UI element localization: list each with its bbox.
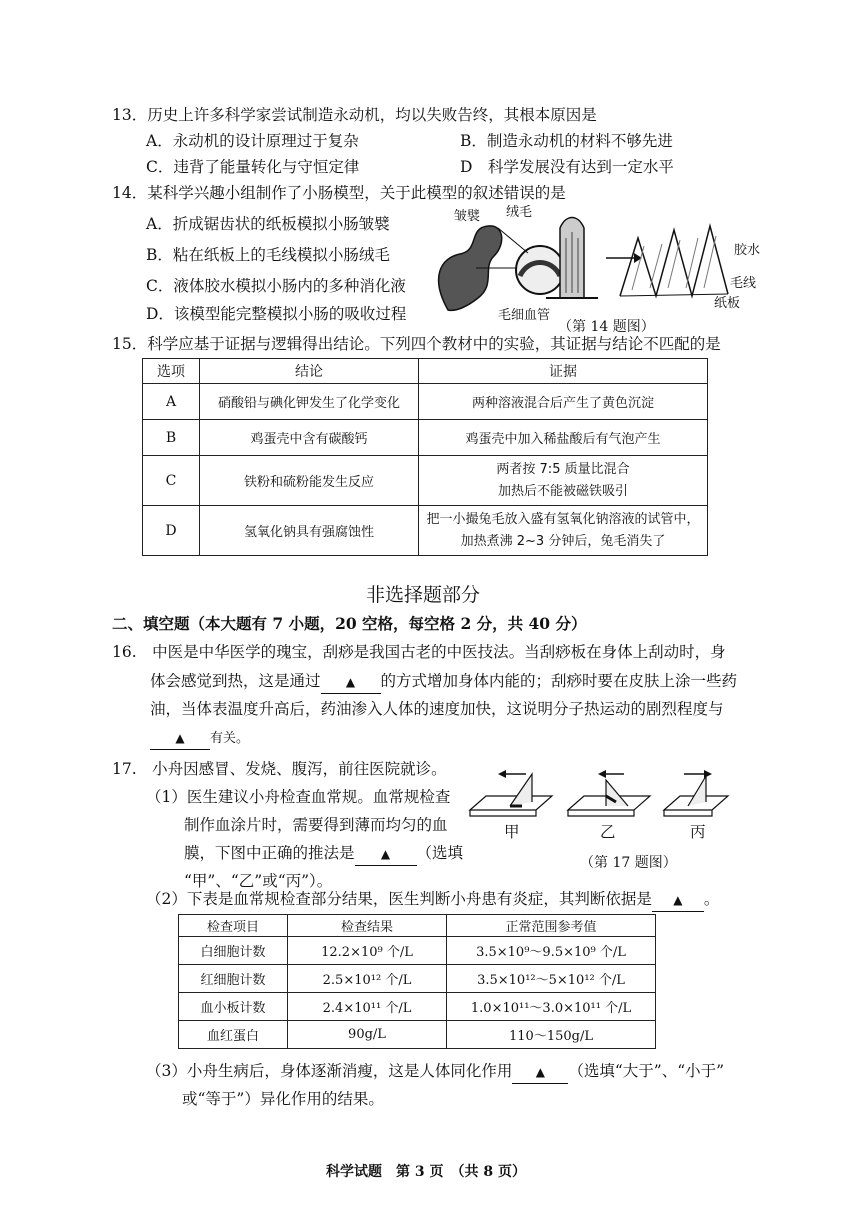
q17-p3-line1 xyxy=(146,1060,724,1084)
q15-row-d-evidence-line1: 把一小撮兔毛放入盛有氢氧化钠溶液的试管中， xyxy=(426,511,700,527)
q17-blank1 xyxy=(355,842,417,866)
blood-header-result: 检查结果 xyxy=(288,915,447,937)
q16-line2-a: 体会感觉到热，这是通过 xyxy=(150,672,321,690)
fig14-label-villi: 绒毛 xyxy=(506,205,533,220)
blood-test-table xyxy=(178,914,656,1049)
blood-row-plt-result: 2.4×10¹¹ 个/L xyxy=(288,993,447,1021)
q16-line3: 油，当体表温度升高后，药油渗入人体的速度加快，这说明分子热运动的剧烈程度与 xyxy=(150,700,724,718)
q17-blank3-triangle: ▲ xyxy=(535,1065,545,1079)
q13-stem: 13．历史上许多科学家尝试制造永动机，均以失败告终，其根本原因是 xyxy=(112,106,597,124)
q17-blank3 xyxy=(512,1060,568,1084)
q15-row-c-evidence xyxy=(419,456,708,506)
fig17-caption: （第 17 题图） xyxy=(580,855,677,871)
q15-row-c xyxy=(143,456,708,506)
q17-p3-a: （3）小舟生病后，身体逐渐消瘦，这是人体同化作用 xyxy=(146,1062,513,1080)
blood-row-hb-item: 血红蛋白 xyxy=(179,1021,288,1049)
q16-blank1-triangle: ▲ xyxy=(345,675,356,689)
q15-table xyxy=(142,358,708,556)
q16-blank1 xyxy=(321,670,381,694)
q17-p2-text: （2）下表是血常规检查部分结果，医生判断小舟患有炎症，其判断依据是 xyxy=(146,890,652,908)
q15-stem: 15．科学应基于证据与逻辑得出结论。下列四个教材中的实验，其证据与结论不匹配的是 xyxy=(112,335,721,353)
q15-row-c-opt: C xyxy=(143,456,200,506)
blood-row-wbc xyxy=(179,937,656,965)
q17-p1-line2: 制作血涂片时，需要得到薄而均匀的血 xyxy=(184,816,448,834)
q15-row-b-evidence: 鸡蛋壳中加入稀盐酸后有气泡产生 xyxy=(419,420,708,456)
q17-stem: 17. 小舟因感冒、发烧、腹泻，前往医院就诊。 xyxy=(112,760,447,778)
q16-line4-text: 有关。 xyxy=(210,731,250,746)
blood-header-range: 正常范围参考值 xyxy=(447,915,656,937)
q15-row-c-conclusion: 铁粉和硫粉能发生反应 xyxy=(200,456,419,506)
fig17-label-bing: 丙 xyxy=(690,823,706,841)
q17-p3-b: （选填“大于”、“小于” xyxy=(568,1062,725,1080)
fig14-label-board: 纸板 xyxy=(714,296,741,311)
q15-row-d xyxy=(143,506,708,556)
blood-row-rbc-range: 3.5×10¹²～5×10¹² 个/L xyxy=(447,965,656,993)
q15-row-a-opt: A xyxy=(143,384,200,420)
q17-p1-line1: （1）医生建议小舟检查血常规。血常规检查 xyxy=(146,788,451,806)
q15-row-d-opt: D xyxy=(143,506,200,556)
blood-row-plt-range: 1.0×10¹¹～3.0×10¹¹ 个/L xyxy=(447,993,656,1021)
q16-line2-b: 的方式增加身体内能的；刮痧时要在皮肤上涂一些药 xyxy=(380,672,738,690)
q15-row-d-evidence-line2: 加热煮沸 2~3 分钟后，兔毛消失了 xyxy=(460,533,666,549)
q17-blank2 xyxy=(652,888,704,912)
q17-p2: （2）下表是血常规检查部分结果，医生判断小舟患有炎症，其判断依据是 ▲ 。 xyxy=(146,888,719,912)
q15-row-b xyxy=(143,420,708,456)
q17-blank2-triangle: ▲ xyxy=(673,893,683,907)
fig14-label-fold: 皱襞 xyxy=(454,209,481,224)
fig17-label-yi: 乙 xyxy=(600,823,616,841)
q13-option-d: D 科学发展没有达到一定水平 xyxy=(460,158,674,176)
q16-blank2-triangle: ▲ xyxy=(175,731,185,745)
q17-p1-line3-b: （选填 xyxy=(416,844,464,862)
blood-row-plt xyxy=(179,993,656,1021)
blood-row-wbc-range: 3.5×10⁹～9.5×10⁹ 个/L xyxy=(447,937,656,965)
blood-row-hb-range: 110～150g/L xyxy=(447,1021,656,1049)
fig14-label-glue: 胶水 xyxy=(734,243,761,258)
part2-heading: 二、填空题（本大题有 7 小题，20 空格，每空格 2 分，共 40 分） xyxy=(112,614,587,633)
q17-p1-line4: “甲”、“乙”或“丙”）。 xyxy=(184,872,333,890)
q15-row-a-evidence: 两种溶液混合后产生了黄色沉淀 xyxy=(419,384,708,420)
q16-line4 xyxy=(150,726,249,750)
q13-option-c: C．违背了能量转化与守恒定律 xyxy=(146,158,360,176)
q17-p1-line3 xyxy=(184,842,463,866)
q15-row-b-conclusion: 鸡蛋壳中含有碳酸钙 xyxy=(200,420,419,456)
q15-row-a xyxy=(143,384,708,420)
blood-row-hb xyxy=(179,1021,656,1049)
fig14-caption: （第 14 题图） xyxy=(558,319,655,335)
q15-row-d-conclusion: 氢氧化钠具有强腐蚀性 xyxy=(200,506,419,556)
q14-option-b: B．粘在纸板上的毛线模拟小肠绒毛 xyxy=(146,246,390,264)
blood-row-wbc-item: 白细胞计数 xyxy=(179,937,288,965)
q14-stem: 14．某科学兴趣小组制作了小肠模型，关于此模型的叙述错误的是 xyxy=(112,184,566,202)
q17-p1-line3-a: 膜，下图中正确的推法是 xyxy=(184,844,355,862)
page-footer: 科学试题 第 3 页 （共 8 页） xyxy=(326,1164,526,1180)
q15-row-c-evidence-line1: 两者按 7:5 质量比混合 xyxy=(496,461,630,477)
blood-row-plt-item: 血小板计数 xyxy=(179,993,288,1021)
blood-row-rbc xyxy=(179,965,656,993)
blood-header-item: 检查项目 xyxy=(179,915,288,937)
q17-blank1-triangle: ▲ xyxy=(380,847,391,861)
q15-header-conclusion: 结论 xyxy=(200,359,419,384)
q16-line2 xyxy=(150,670,737,694)
q17-p3-line2: 或“等于”）异化作用的结果。 xyxy=(182,1090,384,1108)
q15-row-b-opt: B xyxy=(143,420,200,456)
q15-header-evidence: 证据 xyxy=(419,359,708,384)
q14-option-d: D．该模型能完整模拟小肠的吸收过程 xyxy=(146,305,407,323)
fig14-label-capillary: 毛细血管 xyxy=(498,308,551,323)
blood-row-rbc-item: 红细胞计数 xyxy=(179,965,288,993)
section-title: 非选择题部分 xyxy=(366,584,481,606)
q14-option-c: C．液体胶水模拟小肠内的多种消化液 xyxy=(146,277,406,295)
blood-row-rbc-result: 2.5×10¹² 个/L xyxy=(288,965,447,993)
blood-row-wbc-result: 12.2×10⁹ 个/L xyxy=(288,937,447,965)
fig14-label-wool: 毛线 xyxy=(730,276,757,291)
q16-blank2 xyxy=(150,726,210,750)
q15-row-d-evidence xyxy=(419,506,708,556)
q13-option-a: A．永动机的设计原理过于复杂 xyxy=(146,132,359,150)
q15-row-a-conclusion: 硝酸铅与碘化钾发生了化学变化 xyxy=(200,384,419,420)
blood-row-hb-result: 90g/L xyxy=(288,1021,447,1049)
q16-line1: 16. 中医是中华医学的瑰宝，刮痧是我国古老的中医技法。当刮痧板在身体上刮动时，身 xyxy=(112,643,726,661)
q13-option-b: B．制造永动机的材料不够先进 xyxy=(460,132,673,150)
q15-header-option: 选项 xyxy=(143,359,200,384)
blood-smear-figure xyxy=(466,766,730,824)
q15-row-c-evidence-line2: 加热后不能被磁铁吸引 xyxy=(497,483,628,499)
fig17-label-jia: 甲 xyxy=(504,823,520,841)
q14-option-a: A．折成锯齿状的纸板模拟小肠皱襞 xyxy=(146,215,390,233)
